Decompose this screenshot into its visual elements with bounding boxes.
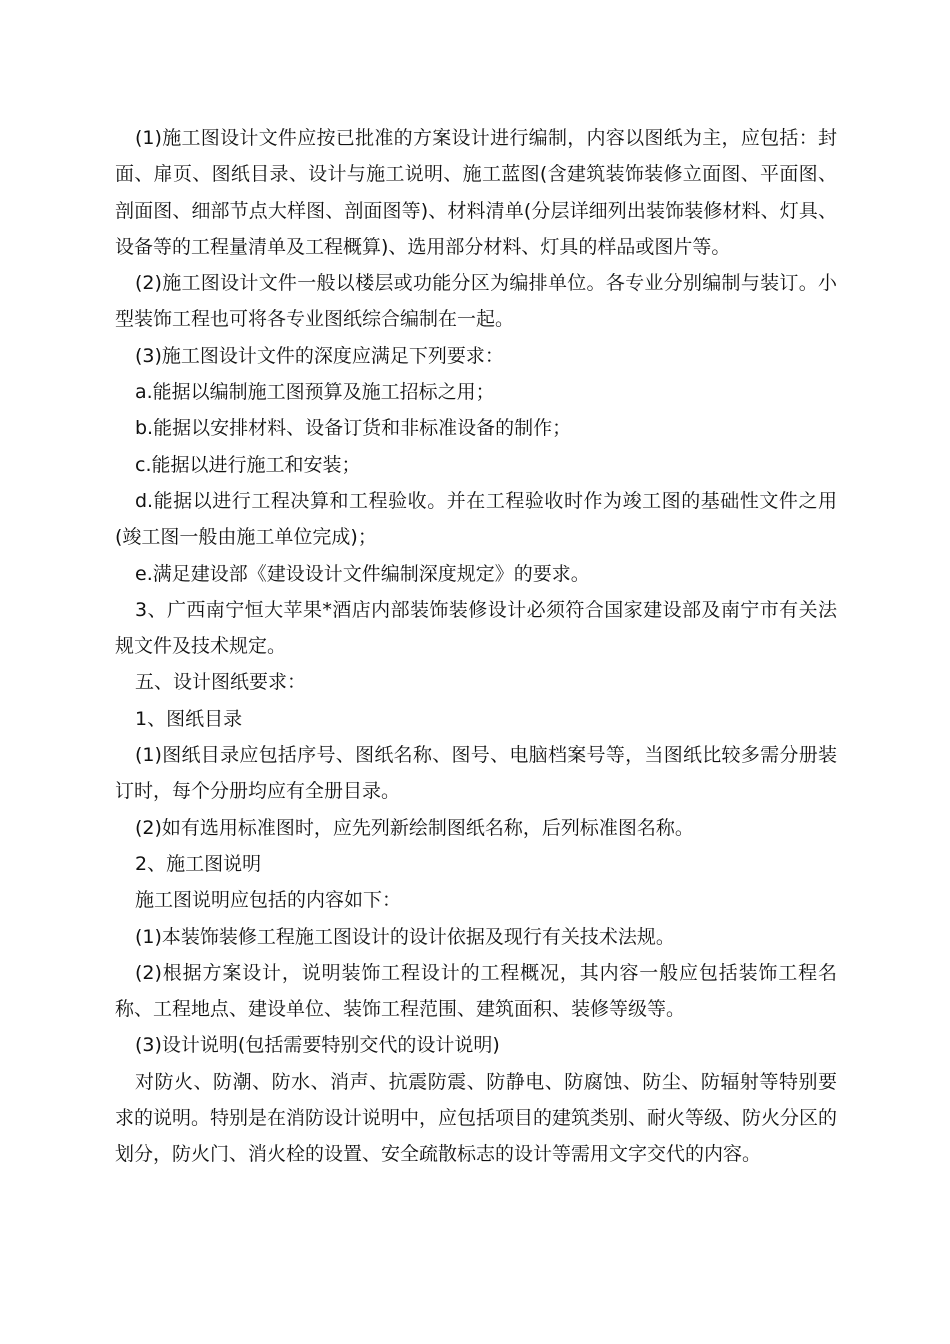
paragraph-5: b.能据以安排材料、设备订货和非标准设备的制作； [135, 417, 572, 440]
paragraph-3: (3)施工图设计文件的深度应满足下列要求： [135, 344, 504, 367]
subheading-2: 2、施工图说明 [135, 852, 262, 875]
paragraph-19: 对防火、防潮、防水、消声、抗震防震、防静电、防腐蚀、防尘、防辐射等特别要求的说明。特别是在消防设计说明中，应包括项目的建筑类别、耐火等级、防火分区的划分，防火门、消火栓的设置、安全疏散标志的设计等需用文字交代的内容。 [115, 1070, 838, 1166]
document-page [115, 120, 837, 1173]
paragraph-7: d.能据以进行工程决算和工程验收。并在工程验收时作为竣工图的基础性文件之用(竣工图一般由施工单位完成)； [115, 489, 837, 549]
paragraph-8: e.满足建设部《建设设计文件编制深度规定》的要求。 [135, 562, 590, 585]
paragraph-16: (1)本装饰装修工程施工图设计的设计依据及现行有关技术法规。 [135, 925, 675, 948]
paragraph-17: (2)根据方案设计，说明装饰工程设计的工程概况，其内容一般应包括装饰工程名称、工程地点、建设单位、装饰工程范围、建筑面积、装修等级等。 [115, 961, 837, 1021]
paragraph-2: (2)施工图设计文件一般以楼层或功能分区为编排单位。各专业分别编制与装订。小型装饰工程也可将各专业图纸综合编制在一起。 [115, 272, 837, 331]
paragraph-18: (3)设计说明(包括需要特别交代的设计说明) [135, 1034, 500, 1057]
section-heading-5: 五、设计图纸要求： [135, 671, 307, 694]
paragraph-12: (1)图纸目录应包括序号、图纸名称、图号、电脑档案号等，当图纸比较多需分册装订时，每个分册均应有全册目录。 [115, 744, 837, 803]
subheading-1: 1、图纸目录 [135, 707, 243, 730]
paragraph-6: c.能据以进行施工和安装； [135, 453, 361, 476]
paragraph-4: a.能据以编制施工图预算及施工招标之用； [135, 381, 495, 404]
paragraph-1: (1)施工图设计文件应按已批准的方案设计进行编制，内容以图纸为主，应包括：封面、扉页、图纸目录、设计与施工说明、施工蓝图(含建筑装饰装修立面图、平面图、剖面图、细部节点大样图、剖面图等)、材料清单(分层详细列出装饰装修材料、灯具、设备等的工程量清单及工程概算)、选用部分材料、灯具的样品或图片等。 [115, 127, 837, 258]
paragraph-15: 施工图说明应包括的内容如下： [135, 889, 402, 912]
paragraph-13: (2)如有选用标准图时，应先列新绘制图纸名称，后列标准图名称。 [135, 816, 694, 839]
paragraph-9: 3、广西南宁恒大苹果*酒店内部装饰装修设计必须符合国家建设部及南宁市有关法规文件及技术规定。 [115, 598, 837, 658]
